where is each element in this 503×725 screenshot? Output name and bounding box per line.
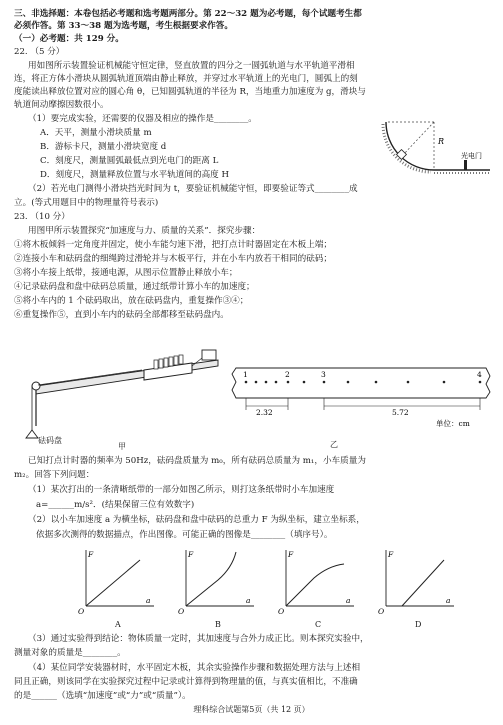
graph-c-origin: O xyxy=(278,607,285,616)
q23-sub4-line1: （4）某位同学安装器材时，水平固定木板，其余实验操作步骤和数据处理方法与上述相 xyxy=(28,663,361,673)
page-footer: 理科综合试题第5页（共 12 页） xyxy=(193,705,310,714)
graph-d-a-label: a xyxy=(446,596,451,605)
graph-label-c: C xyxy=(315,620,322,629)
q23-step-1: ①将木板倾斜一定角度并固定，使小车能匀速下滑，把打点计时器固定在木板上端； xyxy=(14,240,332,250)
tape-point-2: 2 xyxy=(285,370,290,379)
graph-label-d: D xyxy=(415,620,422,629)
q23-step-2: ②连接小车和砝码盘的细绳跨过滑轮并与木板平行，并在小车内放若干相同的砝码； xyxy=(14,254,332,264)
graph-option-c xyxy=(278,548,358,618)
weight-pan-icon xyxy=(26,430,38,438)
q23-sub2-line1: （2）以小车加速度 a 为横坐标，砝码盘和盘中砝码的总重力 F 为纵坐标，建立坐标系， xyxy=(28,515,365,525)
graph-option-d xyxy=(378,548,458,618)
q23-sub1-line2: a=______m/s²．(结果保留三位有效数字) xyxy=(36,500,195,510)
graph-d-origin: O xyxy=(378,607,385,616)
pulley-icon xyxy=(32,382,40,390)
q22-option-c: C．刻度尺，测量圆弧最低点到光电门的距离 L xyxy=(40,156,219,166)
q22-stem-1: 用如图所示装置验证机械能守恒定律，竖直放置的四分之一圆弧轨道与水平轨道平滑相 xyxy=(28,61,355,71)
q22-sub1: （1）要完成实验，还需要的仪器及相应的操作是________。 xyxy=(28,114,257,124)
paper-tape xyxy=(232,368,490,398)
arc-track xyxy=(386,122,434,170)
q22-arc-track-figure xyxy=(378,118,493,186)
q22-stem-3: 度能读出释放位置对应的圆心角 θ，已知圆弧轨道的半径为 R，当地重力加速度为 g，滑块与 xyxy=(14,87,366,97)
graph-a-f-label: F xyxy=(88,550,94,559)
q23-figure-yi-tape xyxy=(232,364,494,434)
graph-option-a xyxy=(78,548,158,618)
q23-info-line2: m₂。回答下列问题： xyxy=(14,470,95,480)
graph-b-a-label: a xyxy=(246,596,251,605)
graph-b-origin: O xyxy=(178,607,185,616)
q23-info-line1: 已知打点计时器的频率为 50Hz，砝码盘质量为 m₀，所有砝码总质量为 m₁，小车质量为 xyxy=(28,456,366,466)
tape-distance-1: 2.32 xyxy=(256,408,273,417)
q23-sub3-line1: （3）通过实验得到结论：物体质量一定时，其加速度与合外力成正比。则本探究实验中， xyxy=(28,634,369,644)
q22-sub2-line1: （2）若光电门测得小滑块挡光时间为 t，要验证机械能守恒，即要验证等式________成 xyxy=(28,184,358,194)
graph-label-b: B xyxy=(215,620,221,629)
graph-b-curve xyxy=(186,552,236,606)
graph-d-f-label: F xyxy=(388,550,394,559)
q23-number: 23. xyxy=(14,212,28,222)
q23-step-6: ⑥重复操作⑤，直到小车内的砝码全部都移至砝码盘内。 xyxy=(14,310,229,320)
graph-a-origin: O xyxy=(78,607,85,616)
slider-block xyxy=(397,150,407,160)
weight-pan-label: 砝码盘 xyxy=(38,436,62,445)
q23-sub4-line3: 的是______（选填“加速度”或“力”或“质量”）。 xyxy=(14,691,191,701)
q22-option-a: A．天平，测量小滑块质量 m xyxy=(40,128,152,138)
q23-step-5: ⑤将小车内的 1 个砝码取出，放在砝码盘内，重复操作③④； xyxy=(14,296,249,306)
tape-unit: 单位：cm xyxy=(436,419,470,428)
graph-option-b xyxy=(178,548,258,618)
graph-a-a-label: a xyxy=(146,596,151,605)
radius-slant xyxy=(402,122,434,156)
figure-jia-caption: 甲 xyxy=(118,442,126,451)
figure-yi-caption: 乙 xyxy=(330,440,338,449)
graph-c-a-label: a xyxy=(346,596,351,605)
section-header-line2: 必须作答。第 33～38 题为选考题，考生根据要求作答。 xyxy=(14,21,233,31)
q23-sub4-line2: 同且正确，则该同学在实验探究过程中记录或计算得到物理量的值，与真实值相比，不准确 xyxy=(14,677,358,687)
arc-hatching xyxy=(383,124,431,172)
q23-points: （10 分） xyxy=(30,212,70,222)
q22-stem-2: 连，将正方体小滑块从圆弧轨道顶端由静止释放，并穿过水平轨道上的光电门，圆弧上的刻 xyxy=(14,74,358,84)
q22-sub2-line2: 立。(等式用题目中的物理量符号表示) xyxy=(14,198,159,208)
tape-point-4: 4 xyxy=(477,370,482,379)
tape-point-1: 1 xyxy=(243,370,248,379)
q22-heading xyxy=(14,47,64,58)
graph-a-line xyxy=(86,560,140,606)
q22-option-b: B．游标卡尺，测量小滑块宽度 d xyxy=(40,142,167,152)
q23-sub3-line2: 测量对象的质量是________。 xyxy=(14,648,126,658)
q23-heading xyxy=(14,212,70,223)
q22-number: 22. xyxy=(14,47,28,57)
q22-option-d: D．刻度尺，测量释放位置与水平轨道间的高度 H xyxy=(40,170,229,180)
q23-sub1-line1: （1）某次打出的一条清晰纸带的一部分如图乙所示，则打这条纸带时小车加速度 xyxy=(28,485,335,495)
q23-sub2-line2: 依据多次测得的数据描点，作出图像。可能正确的图像是________（填序号）。 xyxy=(36,530,333,540)
q23-step-4: ④记录砝码盘和盘中砝码总质量，通过纸带计算小车的加速度； xyxy=(14,282,255,292)
photogate-icon xyxy=(464,160,467,170)
tape-distance-2: 5.72 xyxy=(392,408,409,417)
photogate-label: 光电门 xyxy=(461,152,482,160)
graph-b-f-label: F xyxy=(188,550,194,559)
graph-d-line xyxy=(402,560,444,606)
q22-points: （5 分） xyxy=(30,47,65,57)
radius-label: R xyxy=(438,137,445,146)
timer-icon xyxy=(202,350,216,360)
q23-figure-jia-apparatus xyxy=(22,326,222,426)
graph-label-a: A xyxy=(115,620,121,629)
q23-step-3: ③将小车接上纸带，接通电源，从图示位置静止释放小车； xyxy=(14,268,238,278)
q22-stem-4: 轨道间动摩擦因数很小。 xyxy=(14,100,109,110)
required-section-label: （一）必考题：共 129 分。 xyxy=(14,34,124,44)
graph-c-curve xyxy=(286,564,344,606)
tape-point-3: 3 xyxy=(321,370,326,379)
graph-c-f-label: F xyxy=(288,550,294,559)
q23-stem: 用图甲所示装置探究“加速度与力、质量的关系”．探究步骤： xyxy=(28,226,261,236)
section-header-line1: 三、非选择题：本卷包括必考题和选考题两部分。第 22～32 题为必考题，每个试题考生都 xyxy=(14,9,362,19)
